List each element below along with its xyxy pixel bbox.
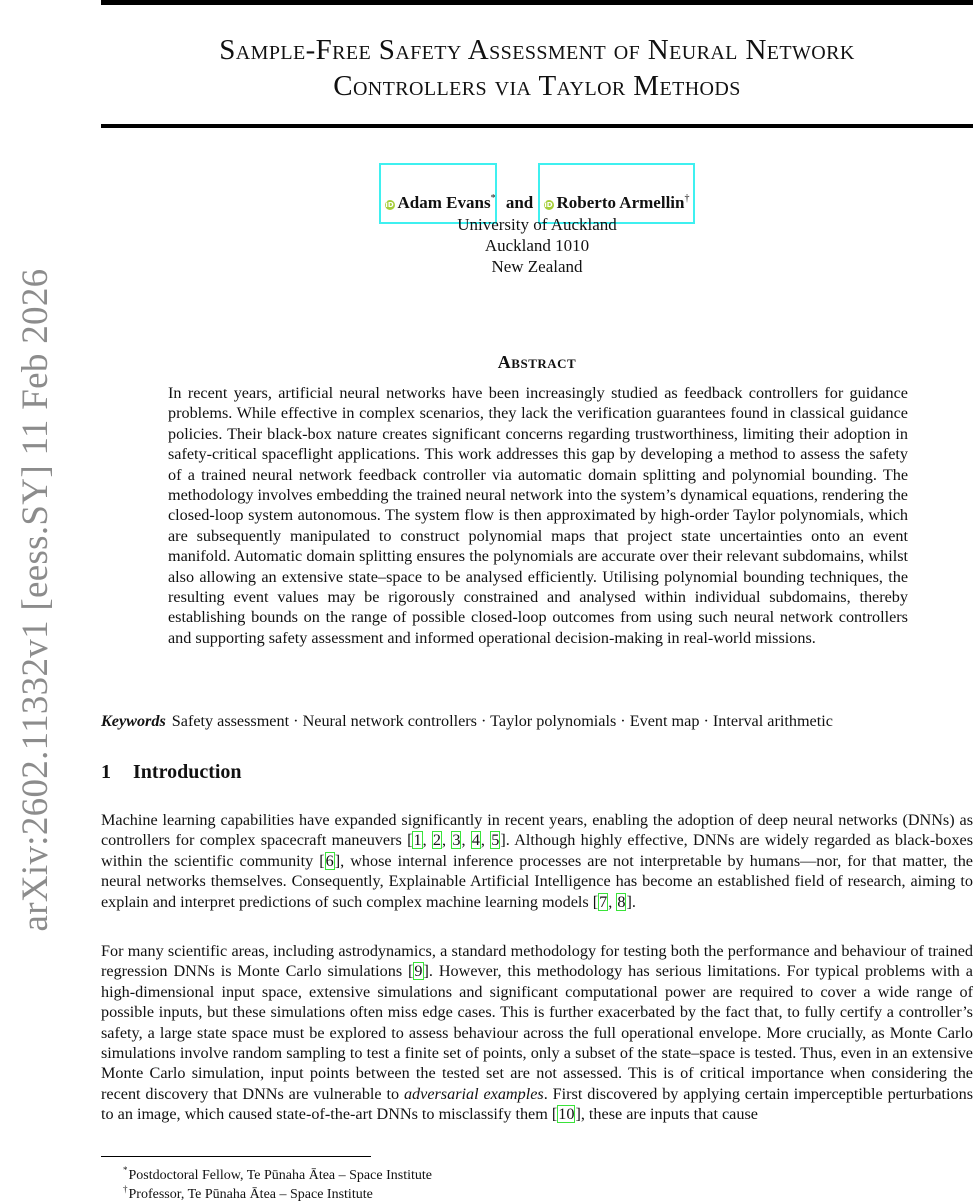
paragraph-text: ]. Although highly effective, DNNs are widely regarded as black-boxes within the scientific community [ [101, 831, 974, 870]
author-name: Adam Evans [397, 193, 491, 212]
section-heading [101, 761, 973, 784]
paragraph-2 [101, 941, 973, 1125]
paragraph-text: For many scientific areas, including astrodynamics, a standard methodology for testing both the performance and behaviour of trained regression DNNs is Monte Carlo simulations [ [101, 942, 973, 981]
abstract-heading: Abstract [497, 352, 577, 372]
citation-separator: , [608, 892, 617, 911]
citation-separator: , [442, 831, 452, 850]
citation-separator: , [461, 831, 471, 850]
authors [101, 193, 973, 213]
arxiv-stamp: arXiv:2602.11332v1 [eess.SY] 11 Feb 2026 [15, 268, 56, 932]
citation-link[interactable]: 9 [414, 962, 423, 981]
footnote-mark: † [123, 1184, 128, 1194]
title-rule-top [101, 0, 973, 5]
affiliation-line-1: University of Auckland [457, 215, 617, 234]
footnote-text: Postdoctoral Fellow, Te Pūnaha Ātea – Space Institute [128, 1168, 432, 1183]
author-footnote-mark: † [684, 193, 690, 204]
author-name: Roberto Armellin [556, 193, 685, 212]
paragraph-text: . First discovered by applying certain imperceptible perturbations to an image, which caused state-of-the-art DNNs to misclassify them [ [101, 1084, 973, 1124]
section-number: 1 [101, 761, 111, 783]
footnote-rule [101, 1156, 371, 1157]
paragraph-text: ]. [626, 892, 636, 911]
citation-link[interactable]: 6 [325, 851, 334, 870]
paragraph-text: ], these are inputs that cause [575, 1105, 758, 1124]
citation-link[interactable]: 3 [452, 831, 461, 850]
footnote-mark: * [123, 1165, 128, 1175]
title-line-1: Sample-Free Safety Assessment of Neural Network [219, 34, 855, 66]
citation-link[interactable]: 7 [599, 892, 608, 911]
keywords-text: Safety assessment · Neural network controllers · Taylor polynomials · Event map · Interval arithmetic [171, 712, 833, 730]
citation-link[interactable]: 5 [491, 831, 500, 850]
citation-link[interactable]: 8 [617, 892, 626, 911]
orcid-icon[interactable]: iD [544, 201, 553, 209]
section-title: Introduction [133, 761, 242, 783]
author-adam-evans[interactable] [385, 193, 491, 213]
citation-link[interactable]: 1 [413, 831, 422, 850]
emphasis-term: adversarial examples [403, 1084, 544, 1103]
affiliation-line-2: Auckland 1010 [484, 236, 590, 255]
citation-separator: , [422, 831, 432, 850]
paper-title [101, 32, 973, 104]
author-and: and [505, 193, 534, 212]
citation-link[interactable]: 2 [432, 831, 442, 850]
paragraph-1 [101, 810, 973, 912]
footnote-text: Professor, Te Pūnaha Ātea – Space Institute [128, 1187, 373, 1202]
keywords-label: Keywords [101, 712, 166, 730]
citation-link[interactable]: 10 [558, 1105, 575, 1124]
paragraph-text: Machine learning capabilities have expanded significantly in recent years, enabling the adoption of deep neural networks (DNNs) as controllers for complex spacecraft maneuvers [ [101, 811, 973, 850]
affiliation-line-3: New Zealand [491, 257, 583, 276]
author-roberto-armellin[interactable] [544, 193, 690, 213]
title-rule-bottom [101, 124, 973, 128]
author-footnote-mark: * [490, 193, 496, 204]
abstract-text: In recent years, artificial neural networks have been increasingly studied as feedback controllers for guidance problems. While effective in complex scenarios, they lack the verification guarantees found in classical guidance policies. Their black-box nature creates significant concerns regarding trustworthiness, limiting their adoption in safety-critical spaceflight applications. This work addresses this gap by developing a method to assess the safety of a trained neural network feedback controller via automatic domain splitting and polynomial bounding. The methodology involves embedding the trained neural network into the system’s dynamical equations, rendering the closed-loop system autonomous. The system flow is then approximated by high-order Taylor polynomials, which are subsequently manipulated to construct polynomial maps that project state uncertainties onto an event manifold. Automatic domain splitting ensures the polynomials are accurate over their relevant subdomains, whilst also allowing an extensive state–space to be analysed efficiently. Utilising polynomial bounding techniques, the resulting event values may be rigorously constrained and analysed within individual subdomains, thereby establishing bounds on the range of possible closed-loop outcomes from using such neural network controllers and supporting safety assessment and informed operational decision-making in real-world missions. [168, 384, 908, 647]
paragraph-text: ], whose internal inference processes are not interpretable by humans—nor, for that matter, the neural networks themselves. Consequently, Explainable Artificial Intelligence has become an established field of research, aiming to explain and interpret predictions of such complex machine learning models [ [101, 851, 973, 911]
citation-link[interactable]: 4 [471, 831, 480, 850]
keywords [101, 711, 973, 731]
title-line-2: Controllers via Taylor Methods [333, 70, 741, 102]
citation-separator: , [480, 831, 491, 850]
paragraph-text: ]. However, this methodology has serious limitations. For typical problems with a high-dimensional input space, extensive simulations and significant computational power are required to cover a wide range of possible inputs, but these simulations often miss edge cases. This is further exacerbated by the fact that, to fully certify a controller’s safety, a large state space must be explored to assess behaviour across the full operational envelope. More crucially, as Monte Carlo simulations involve random sampling to test a finite set of points, only a subset of the state–space is tested. Thus, even in an extensive Monte Carlo simulation, input points between the tested set are not assessed. This is of critical importance when considering the recent discovery that DNNs are vulnerable to [101, 962, 973, 1103]
affiliation [101, 214, 973, 277]
orcid-icon[interactable]: iD [385, 201, 394, 209]
